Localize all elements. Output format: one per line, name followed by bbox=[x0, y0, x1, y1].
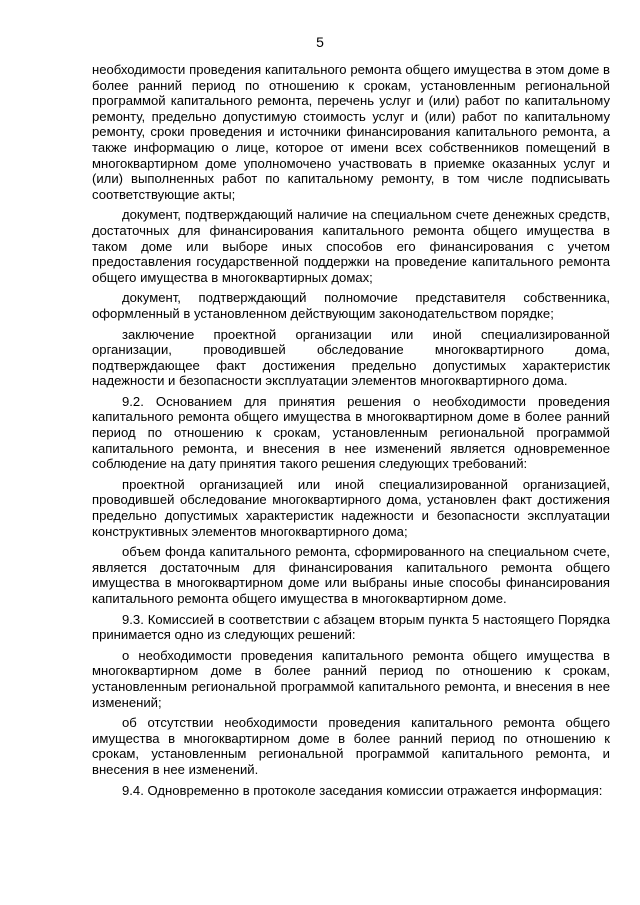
paragraph-funds-document: документ, подтверждающий наличие на специальном счете денежных средств, достаточных для финансирования капитального ремонта общего имущества в таком доме или выборе иных способов его финансирования с учетом предоставления государственной поддержки на проведение капитального ремонта общего имущества в многоквартирных домах; bbox=[92, 207, 610, 285]
paragraph-9-2: 9.2. Основанием для принятия решения о необходимости проведения капитального ремонта общего имущества в многоквартирном доме в более ранний период по отношению к срокам, установленным региональной программой капитального ремонта, и внесения в нее изменений является одновременное соблюдение на дату принятия такого решения следующих требований: bbox=[92, 393, 610, 472]
paragraph-survey-conclusion: заключение проектной организации или иной специализированной организации, проводившей обследование многоквартирного дома, подтверждающее факт достижения предельно допустимых характеристик надежности и безопасности эксплуатации элементов многоквартирного дома. bbox=[92, 326, 610, 389]
paragraph-representative-document: документ, подтверждающий полномочие представителя собственника, оформленный в установленном действующим законодательством порядке; bbox=[92, 290, 610, 321]
paragraph-requirement-survey: проектной организацией или иной специализированной организацией, проводившей обследование многоквартирного дома, установлен факт достижения предельно допустимых характеристик надежности и безопасности эксплуатации конструктивных элементов многоквартирного дома; bbox=[92, 476, 610, 539]
document-body bbox=[92, 62, 610, 803]
paragraph-decision-no-necessity: об отсутствии необходимости проведения капитального ремонта общего имущества в многоквартирном доме в более ранний период по отношению к срокам, установленным региональной программой капитального ремонта, и внесения в нее изменений. bbox=[92, 715, 610, 777]
paragraph-decision-necessity: о необходимости проведения капитального ремонта общего имущества в многоквартирном доме в более ранний период по отношению к срокам, установленным региональной программой капитального ремонта, и внесения в нее изменений; bbox=[92, 647, 610, 710]
page-number: 5 bbox=[316, 34, 324, 50]
paragraph-continuation: необходимости проведения капитального ремонта общего имущества в этом доме в более ранний период по отношению к срокам, установленным региональной программой капитального ремонта, перечень услуг и (или) работ по капитальному ремонту, предельно допустимую стоимость услуг и (или) работ по капитальному ремонту, сроки проведения и источники финансирования капитального ремонта, а также информацию о лице, которое от имени всех собственников помещений в многоквартирном доме уполномочено участвовать в приемке оказанных услуг и (или) выполненных работ по капитальному ремонту, в том числе подписывать соответствующие акты; bbox=[92, 62, 610, 202]
paragraph-requirement-fund: объем фонда капитального ремонта, сформированного на специальном счете, является достаточным для финансирования капитального ремонта общего имущества в многоквартирном доме или выбраны иные способы финансирования капитального ремонта общего имущества в многоквартирном доме. bbox=[92, 544, 610, 606]
paragraph-9-4: 9.4. Одновременно в протоколе заседания комиссии отражается информация: bbox=[122, 782, 603, 798]
paragraph-9-3: 9.3. Комиссией в соответствии с абзацем вторым пункта 5 настоящего Порядка принимается одно из следующих решений: bbox=[92, 611, 610, 643]
